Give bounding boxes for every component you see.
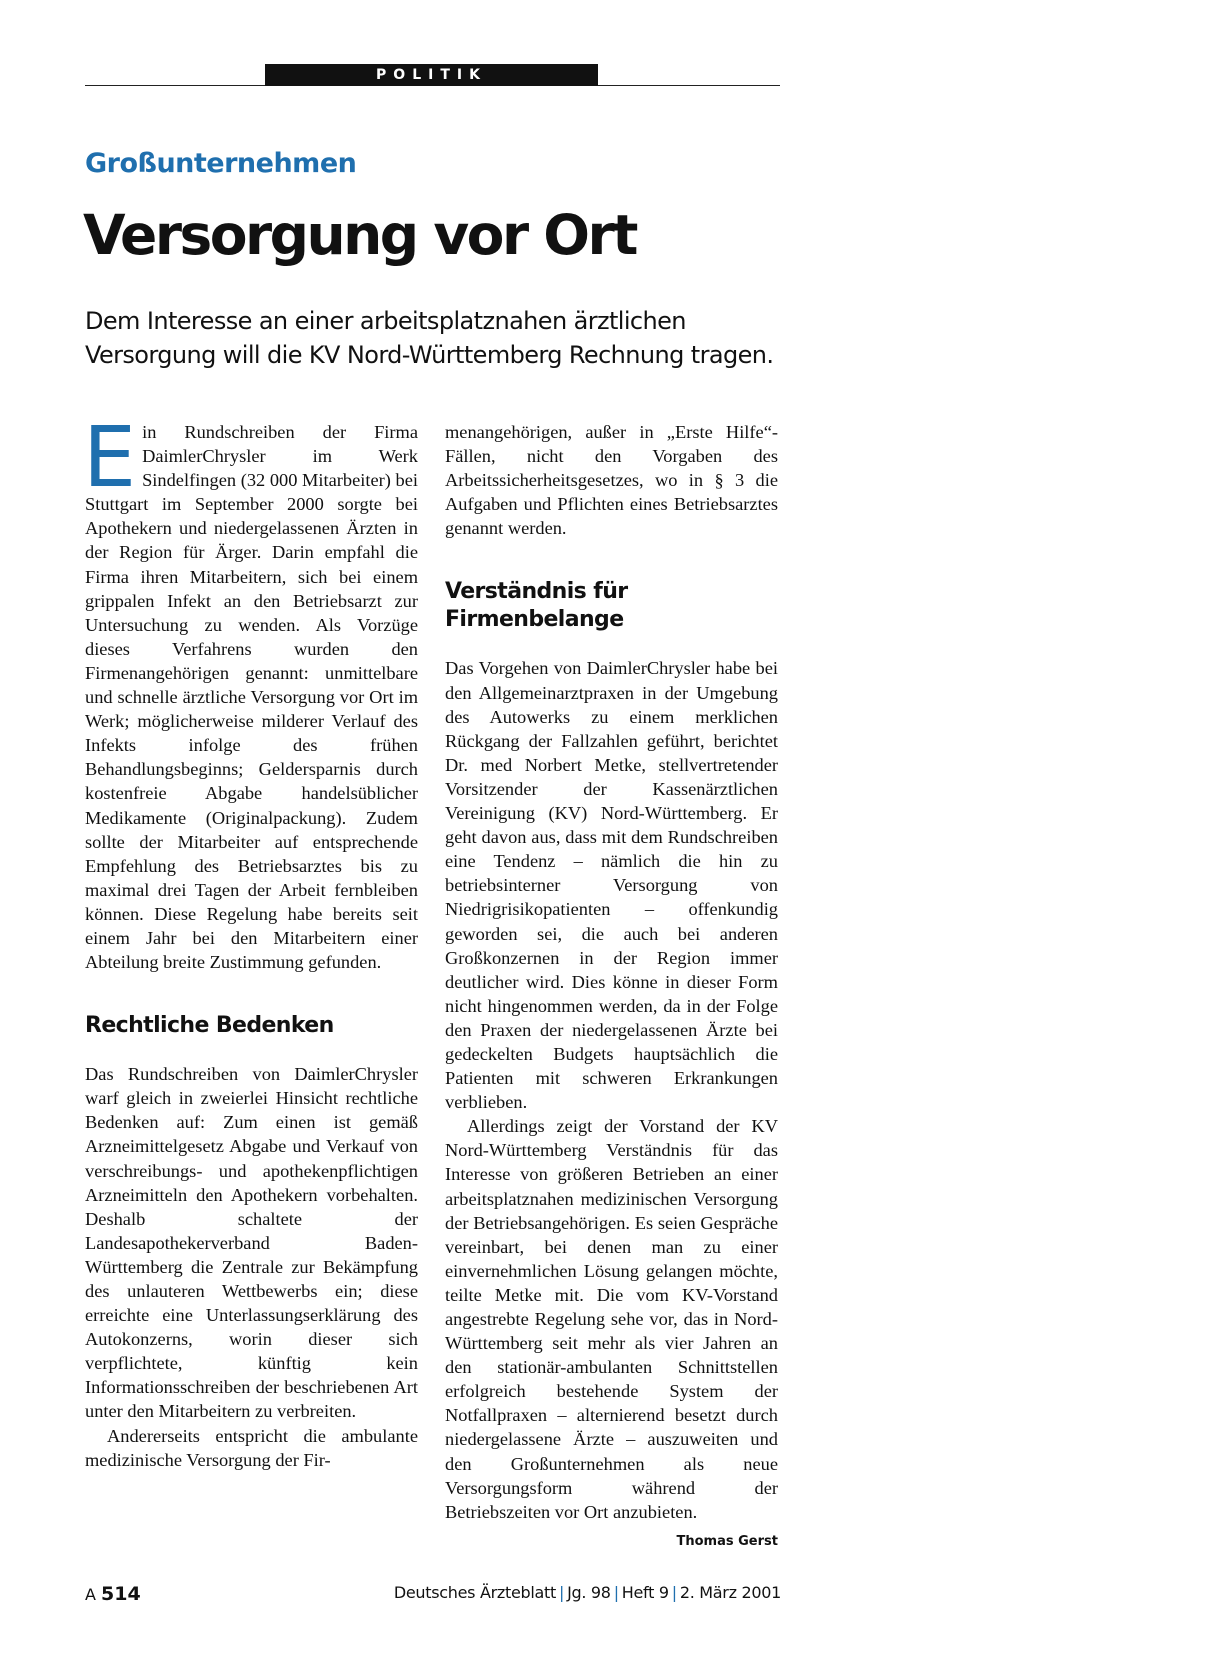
- left-column: [83, 408, 418, 1472]
- page-number: [85, 1583, 141, 1605]
- separator: |: [671, 1583, 677, 1602]
- journal-info: [394, 1583, 781, 1602]
- subhead-company-interests: Verständnis für Firmenbelange: [445, 579, 628, 633]
- paragraph: menangehörigen, außer in „Erste Hilfe“-Fällen, nicht den Vorgaben des Arbeitssicherheitsgesetzes, wo in § 3 die Aufgaben und Pflichten eines Betriebsarztes genannt werden.: [445, 422, 778, 539]
- subhead-legal-concerns: Rechtliche Bedenken: [85, 1013, 334, 1039]
- page-number-value: 514: [101, 1583, 141, 1605]
- section-rubric: POLITIK: [265, 64, 598, 86]
- right-column: [445, 420, 778, 1554]
- author-byline: Thomas Gerst: [676, 1533, 778, 1549]
- paragraph: Andererseits entspricht die ambulante medizinische Versorgung der Fir-: [85, 1425, 418, 1470]
- drop-cap: E: [83, 408, 137, 506]
- journal-issue: Heft 9: [621, 1583, 669, 1602]
- intro-text: in Rundschreiben der Firma DaimlerChrysler im Werk Sindelfingen (32 000 Mitarbeiter) bei Stuttgart im September 2000 sorgte bei Apothekern und niedergelassenen Ärzten in der Region für Ärger. Darin empfahl die Firma ihren Mitarbeitern, sich bei einem grippalen Infekt an den Betriebsarzt zur Untersuchung zu wenden. Als Vorzüge dieses Verfahrens wurden den Firmenangehörigen genannt: unmittelbare und schnelle ärztliche Versorgung vor Ort im Werk; möglicherweise milderer Verlauf des Infekts infolge des frühen Behandlungsbeginns; Geldersparnis durch kostenfreie Abgabe handelsüblicher Medikamente (Originalpackung). Zudem sollte der Mitarbeiter auf entsprechende Empfehlung des Betriebsarztes bis zu maximal drei Tagen der Arbeit fernbleiben können. Diese Regelung habe bereits seit einem Jahr bei den Mitarbeitern einer Abteilung breite Zustimmung gefunden.: [85, 422, 418, 973]
- article-dek: Dem Interesse an einer arbeitsplatznahen ärztlichen Versorgung will die KV Nord-Württemberg Rechnung tragen.: [85, 307, 774, 369]
- journal-volume: Jg. 98: [567, 1583, 611, 1602]
- paragraph: Das Vorgehen von DaimlerChrysler habe bei den Allgemeinarztpraxen in der Umgebung des Autowerks zu einem merklichen Rückgang der Fallzahlen geführt, berichtet Dr. med Norbert Metke, stellvertretender Vorsitzender der Kassenärztlichen Vereinigung (KV) Nord-Württemberg. Er geht davon aus, dass mit dem Rundschreiben eine Tendenz – nämlich die hin zu betriebsinterner Versorgung von Niedrigrisikopatienten – offenkundig geworden sei, die auch bei anderen Großkonzernen in der Region immer deutlicher wird. Dies könne in dieser Form nicht hingenommen werden, da in der Folge den Praxen der niedergelassenen Ärzte bei gedeckelten Budgets hauptsächlich die Patienten mit schweren Erkrankungen verblieben.: [445, 658, 778, 1113]
- article-headline: Versorgung vor Ort: [83, 203, 636, 267]
- paragraph: Das Rundschreiben von DaimlerChrysler warf gleich in zweierlei Hinsicht rechtliche Bedenken auf: Zum einen ist gemäß Arzneimittelgesetz Abgabe und Verkauf von verschreibungs- und apothekenpflichtigen Arzneimitteln den Apothekern vorbehalten. Deshalb schaltete der Landesapothekerverband Baden-Württemberg die Zentrale zur Bekämpfung des unlauteren Wettbewerbs ein; diese erreichte eine Unterlassungserklärung des Autokonzerns, worin dieser sich verpflichtete, künftig kein Informationsschreiben der beschriebenen Art unter den Mitarbeitern zu verbreiten.: [85, 1064, 418, 1422]
- separator: |: [613, 1583, 619, 1602]
- journal-date: 2. März 2001: [679, 1583, 781, 1602]
- article-kicker: Großunternehmen: [85, 148, 357, 179]
- intro-paragraph: [83, 408, 418, 974]
- separator: |: [558, 1583, 565, 1602]
- closing-paragraph: [445, 1114, 778, 1549]
- closing-text: Allerdings zeigt der Vorstand der KV Nord-Württemberg Verständnis für das Interesse von größeren Betrieben an einer arbeitsplatznahen medizinischen Versorgung der Betriebsangehörigen. Es seien Gespräche vereinbart, bei denen man zu einer einvernehmlichen Lösung gelangen möchte, teilte Metke mit. Die vom KV-Vorstand angestrebte Regelung sehe vor, das in Nord-Württemberg seit mehr als vier Jahren an den stationär-ambulanten Schnittstellen erfolgreich bestehende System der Notfallpraxen – alternierend besetzt durch niedergelassene Ärzte – auszuweiten und den Großunternehmen als neue Versorgungsform während der Betriebszeiten vor Ort anzubieten.: [445, 1116, 778, 1522]
- journal-name: Deutsches Ärzteblatt: [393, 1583, 556, 1602]
- page-prefix: A: [85, 1585, 96, 1604]
